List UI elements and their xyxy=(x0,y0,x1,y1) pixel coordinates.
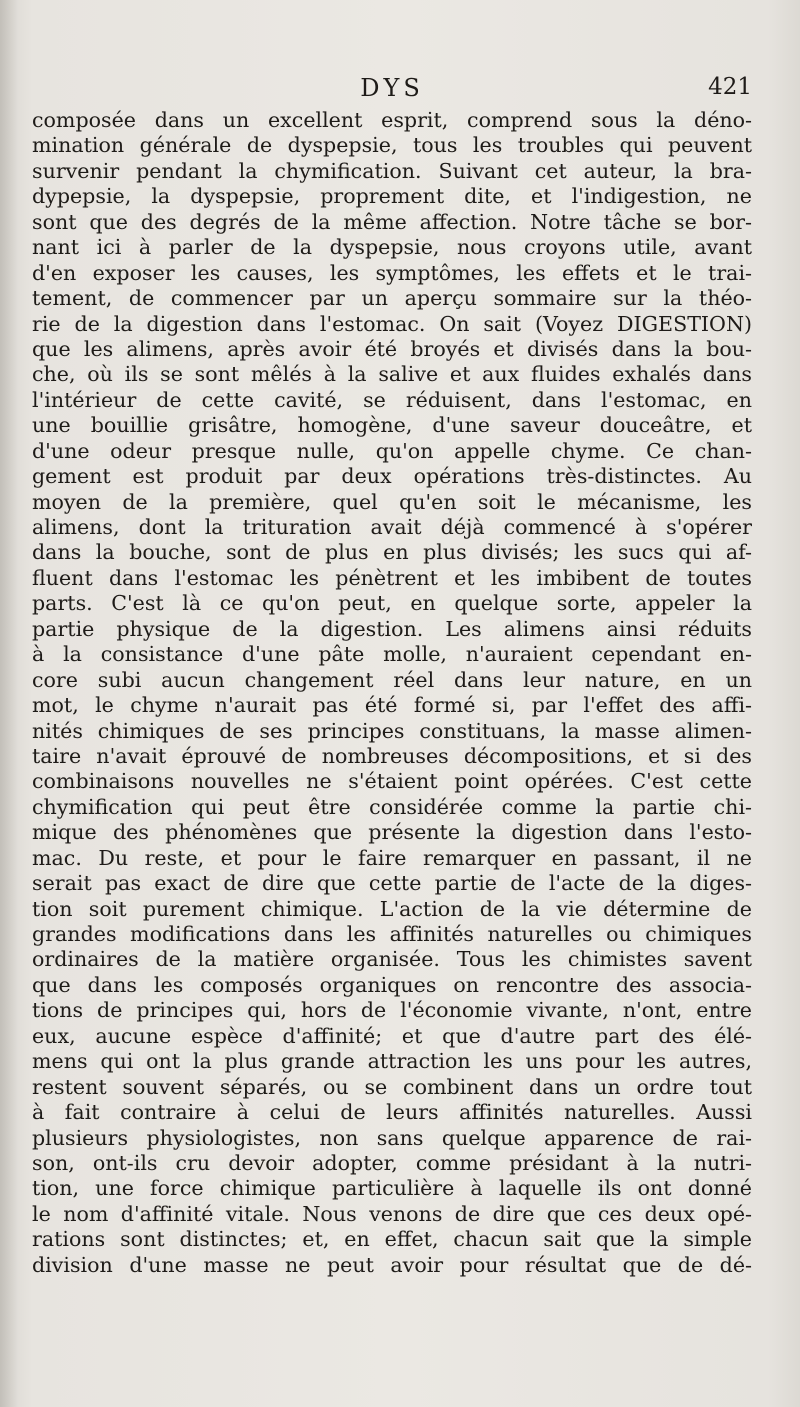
text-line: sont que des degrés de la même affection. Notre tâche se bor- xyxy=(32,209,752,234)
text-line: l'intérieur de cette cavité, se réduisent, dans l'estomac, en xyxy=(32,387,752,412)
text-line: combinaisons nouvelles ne s'étaient point opérées. C'est cette xyxy=(32,769,752,794)
text-line: che, où ils se sont mêlés à la salive et aux fluides exhalés dans xyxy=(32,362,752,387)
text-line: que les alimens, après avoir été broyés et divisés dans la bou- xyxy=(32,336,752,361)
text-line: rie de la digestion dans l'estomac. On sait (Voyez DIGESTION) xyxy=(32,311,752,336)
text-line: nant ici à parler de la dyspepsie, nous croyons utile, avant xyxy=(32,235,752,260)
text-line: grandes modifications dans les affinités naturelles ou chimiques xyxy=(32,922,752,946)
text-line: division d'une masse ne peut avoir pour résultat que de dé- xyxy=(32,1252,752,1277)
text-line: mac. Du reste, et pour le faire remarquer en passant, il ne xyxy=(32,845,752,870)
text-line: parts. C'est là ce qu'on peut, en quelque sorte, appeler la xyxy=(32,591,752,616)
body-text xyxy=(32,108,752,1278)
running-head: DYS xyxy=(360,74,424,102)
text-line: mot, le chyme n'aurait pas été formé si, par l'effet des affi- xyxy=(32,693,752,718)
text-line: à fait contraire à celui de leurs affinités naturelles. Aussi xyxy=(32,1100,752,1125)
text-line: moyen de la première, quel qu'en soit le mécanisme, les xyxy=(32,489,752,514)
text-line: tion, une force chimique particulière à laquelle ils ont donné xyxy=(32,1176,752,1201)
text-line: alimens, dont la trituration avait déjà commencé à s'opérer xyxy=(32,515,752,539)
text-line: dypepsie, la dyspepsie, proprement dite, et l'indigestion, ne xyxy=(32,184,752,209)
text-line: mique des phénomènes que présente la digestion dans l'esto- xyxy=(32,820,752,845)
text-line: une bouillie grisâtre, homogène, d'une saveur douceâtre, et xyxy=(32,413,752,438)
text-line: à la consistance d'une pâte molle, n'auraient cependant en- xyxy=(32,642,752,667)
text-line: mination générale de dyspepsie, tous les troubles qui peuvent xyxy=(32,133,752,158)
text-line: tement, de commencer par un aperçu sommaire sur la théo- xyxy=(32,286,752,311)
text-line: gement est produit par deux opérations très-distinctes. Au xyxy=(32,464,752,489)
text-line: ordinaires de la matière organisée. Tous les chimistes savent xyxy=(32,947,752,972)
text-line: d'une odeur presque nulle, qu'on appelle chyme. Ce chan- xyxy=(32,438,752,463)
page-header xyxy=(32,74,752,108)
text-line: tions de principes qui, hors de l'économie vivante, n'ont, entre xyxy=(32,998,752,1023)
text-line: rations sont distinctes; et, en effet, chacun sait que la simple xyxy=(32,1227,752,1252)
text-line: nités chimiques de ses principes constituans, la masse alimen- xyxy=(32,718,752,743)
text-line: partie physique de la digestion. Les alimens ainsi réduits xyxy=(32,616,752,641)
text-line: eux, aucune espèce d'affinité; et que d'autre part des élé- xyxy=(32,1023,752,1048)
text-line: composée dans un excellent esprit, comprend sous la déno- xyxy=(32,108,752,132)
text-line: son, ont-ils cru devoir adopter, comme présidant à la nutri- xyxy=(32,1150,752,1175)
page-number: 421 xyxy=(708,74,752,100)
text-line: mens qui ont la plus grande attraction les uns pour les autres, xyxy=(32,1049,752,1074)
text-line: tion soit purement chimique. L'action de la vie détermine de xyxy=(32,896,752,921)
page-gutter-shadow xyxy=(0,0,18,1407)
text-line: d'en exposer les causes, les symptômes, les effets et le trai- xyxy=(32,260,752,285)
text-line: restent souvent séparés, ou se combinent dans un ordre tout xyxy=(32,1074,752,1099)
text-line: dans la bouche, sont de plus en plus divisés; les sucs qui af- xyxy=(32,540,752,565)
text-line: survenir pendant la chymification. Suivant cet auteur, la bra- xyxy=(32,158,752,183)
text-line: serait pas exact de dire que cette partie de l'acte de la diges- xyxy=(32,871,752,896)
text-line: chymification qui peut être considérée comme la partie chi- xyxy=(32,794,752,819)
text-line: fluent dans l'estomac les pénètrent et les imbibent de toutes xyxy=(32,565,752,590)
text-line: que dans les composés organiques on rencontre des associa- xyxy=(32,972,752,997)
text-line: core subi aucun changement réel dans leur nature, en un xyxy=(32,667,752,692)
text-line: le nom d'affinité vitale. Nous venons de dire que ces deux opé- xyxy=(32,1201,752,1226)
text-line: plusieurs physiologistes, non sans quelque apparence de rai- xyxy=(32,1125,752,1150)
text-line: taire n'avait éprouvé de nombreuses décompositions, et si des xyxy=(32,743,752,768)
